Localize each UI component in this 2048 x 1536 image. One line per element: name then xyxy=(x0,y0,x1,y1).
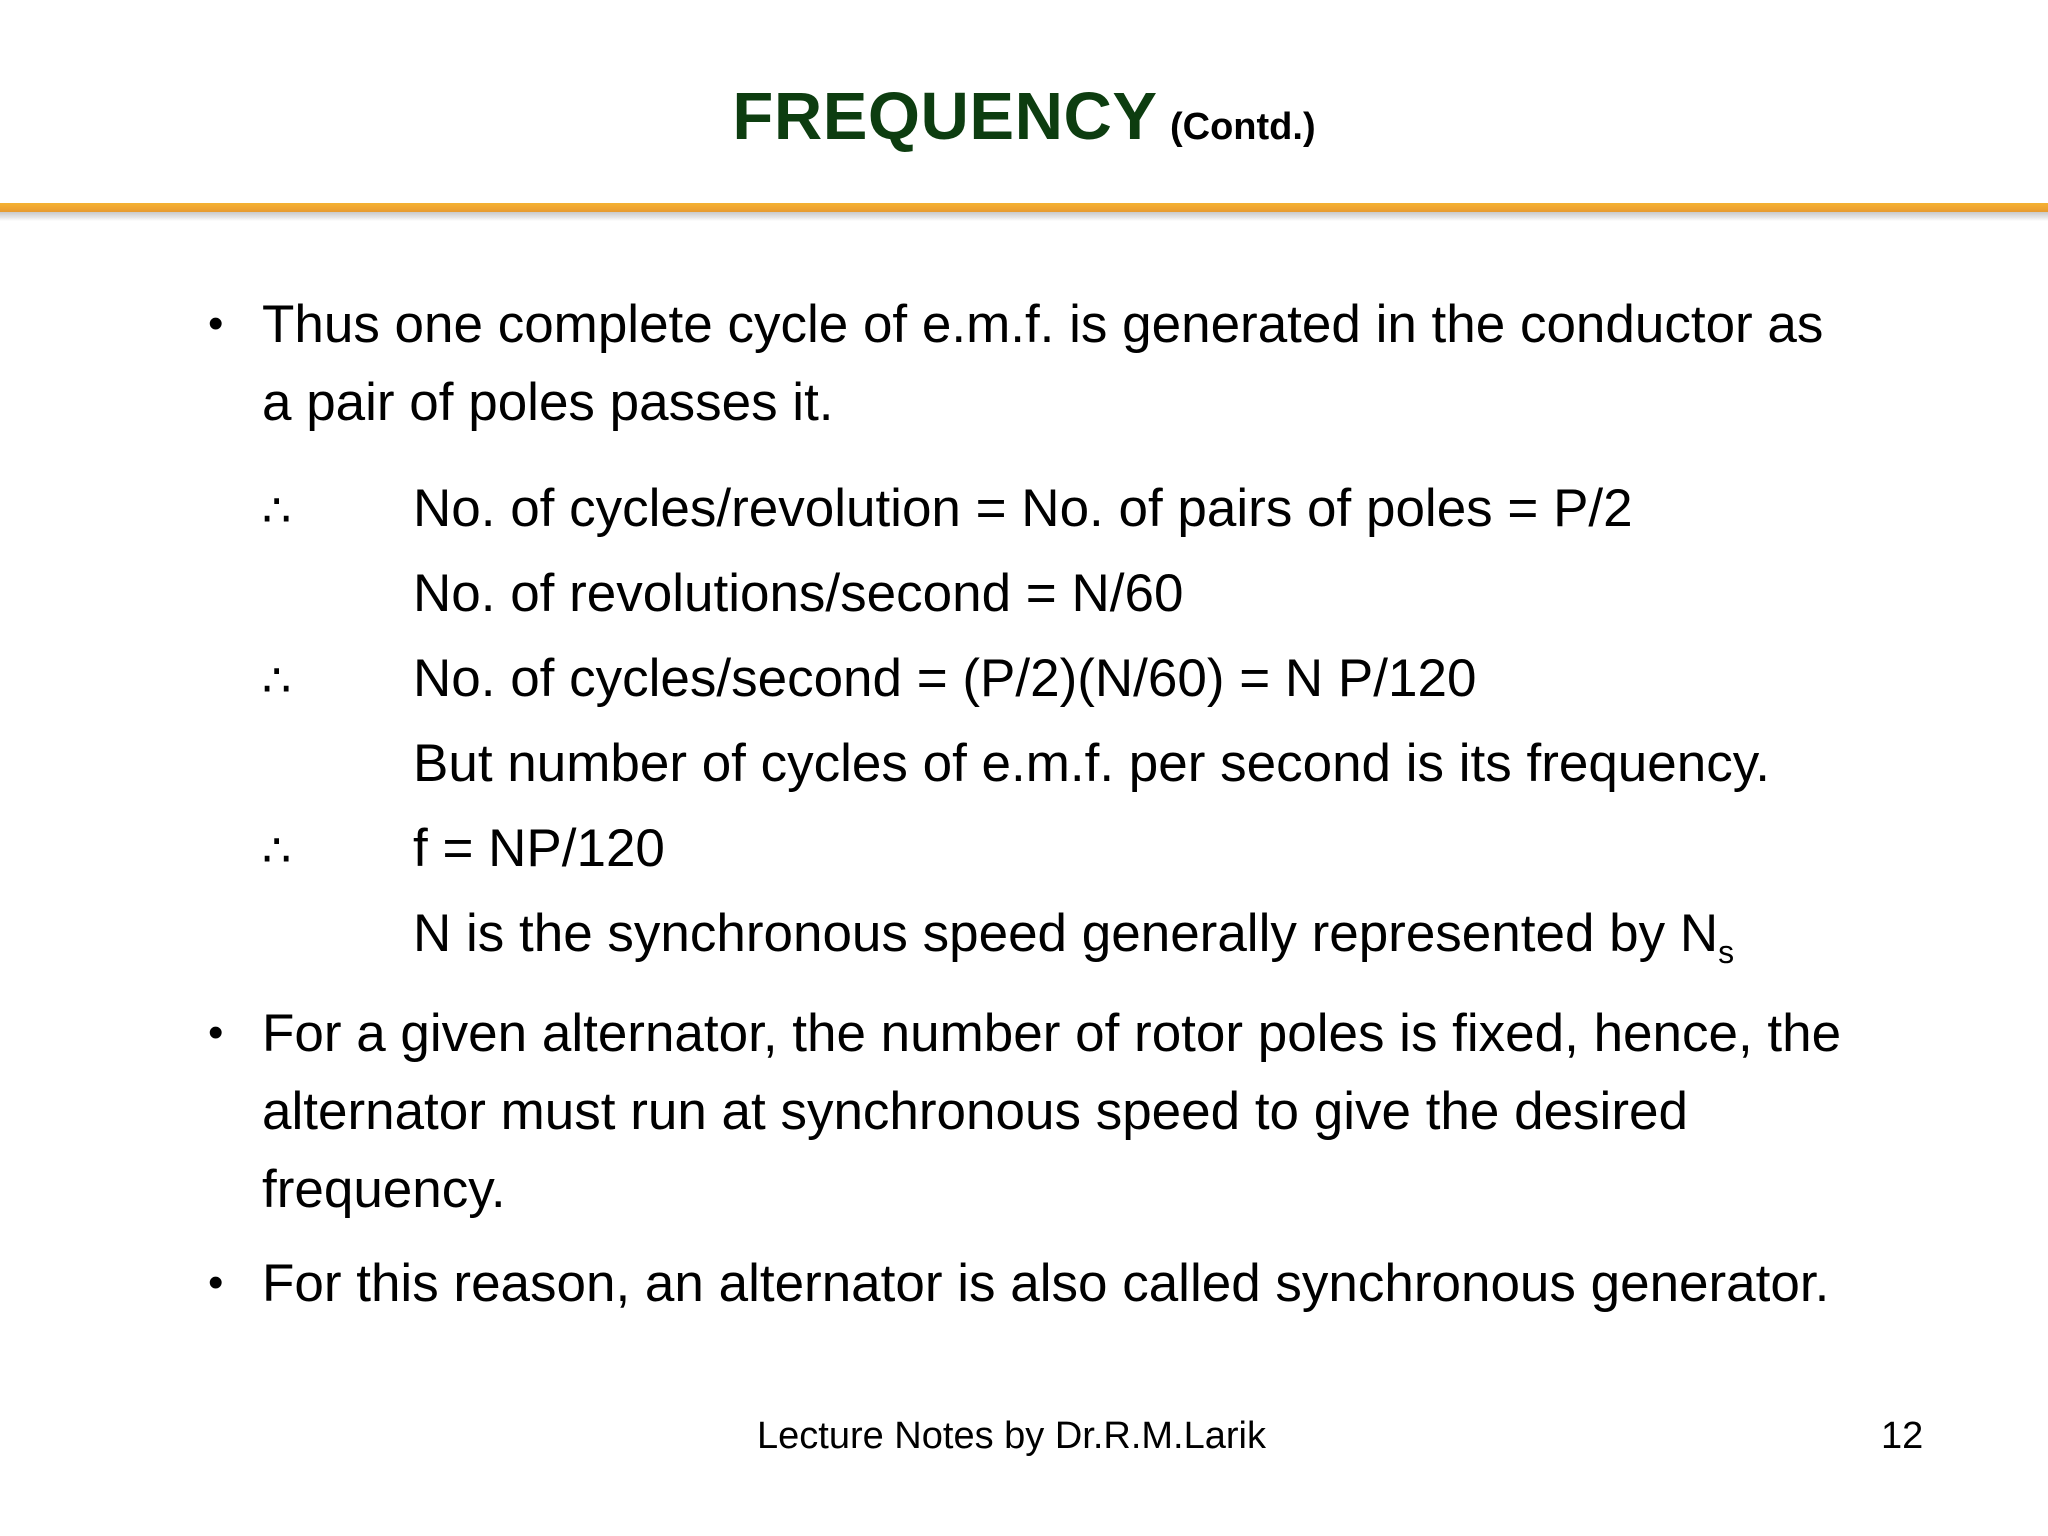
derivation-line-3: No. of cycles/second = (P/2)(N/60) = N P/120 xyxy=(413,649,1477,708)
bullet-2-line-1: For a given alternator, the number of rotor poles is fixed, hence, the xyxy=(262,1004,1842,1063)
bullet-2-line-2: alternator must run at synchronous speed to give the desired xyxy=(262,1082,1688,1141)
page-number: 12 xyxy=(1881,1415,1924,1457)
bullet-3-line-1: For this reason, an alternator is also called synchronous generator. xyxy=(262,1254,1830,1313)
bullet-1-line-1: Thus one complete cycle of e.m.f. is generated in the conductor as xyxy=(262,295,1824,354)
therefore-symbol: ∴ xyxy=(262,484,292,536)
derivation-line-2: No. of revolutions/second = N/60 xyxy=(413,564,1184,623)
bullet-marker: • xyxy=(208,1008,224,1057)
derivation-subscript: s xyxy=(1718,934,1735,970)
derivation-line-5: f = NP/120 xyxy=(413,819,665,878)
derivation-line-6 xyxy=(413,904,1735,970)
footer-author: Lecture Notes by Dr.R.M.Larik xyxy=(757,1415,1266,1457)
bullet-1-line-2: a pair of poles passes it. xyxy=(262,373,834,432)
bullet-2-line-3: frequency. xyxy=(262,1160,506,1219)
derivation-line-6-text: N is the synchronous speed generally represented by N xyxy=(413,904,1719,963)
bullet-marker: • xyxy=(208,299,224,348)
derivation-line-4: But number of cycles of e.m.f. per second is its frequency. xyxy=(413,734,1771,793)
derivation-line-1: No. of cycles/revolution = No. of pairs of poles = P/2 xyxy=(413,479,1633,538)
slide-title-main: FREQUENCY xyxy=(732,79,1158,154)
slide-title-contd: (Contd.) xyxy=(1170,106,1316,148)
therefore-symbol: ∴ xyxy=(262,654,292,706)
therefore-symbol: ∴ xyxy=(262,824,292,876)
bullet-marker: • xyxy=(208,1258,224,1307)
